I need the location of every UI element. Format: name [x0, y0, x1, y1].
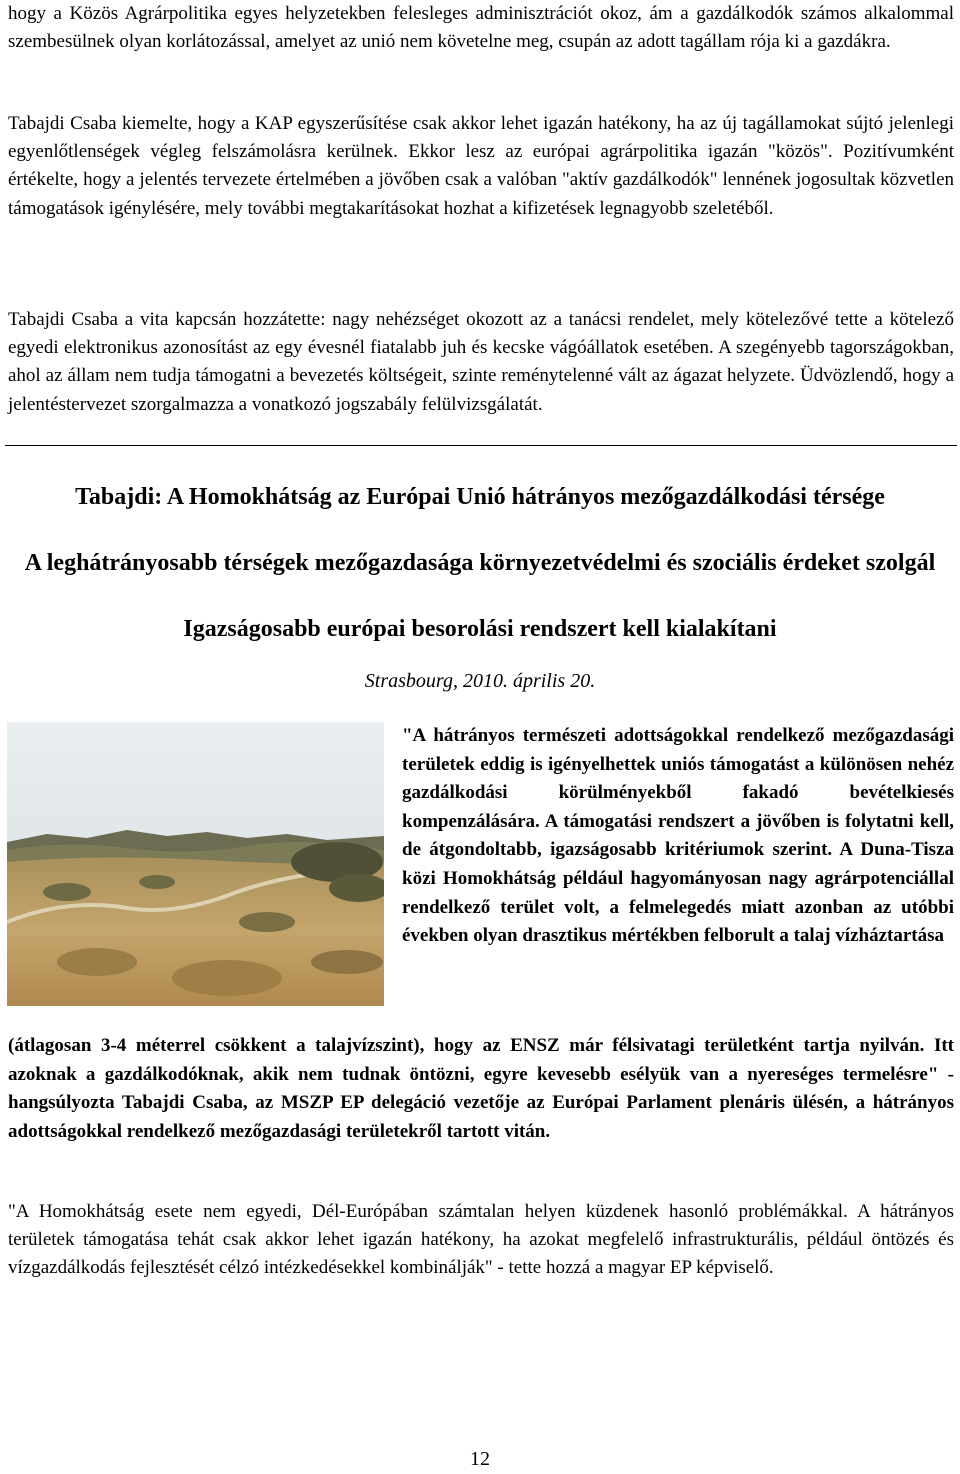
dateline: Strasbourg, 2010. április 20.: [364, 670, 596, 692]
paragraph-kap-administration: hogy a Közös Agrárpolitika egyes helyzetekben felesleges adminisztrációt okoz, ám a gazdálkodók számos alkalommal szembesülnek olyan korlátozással, amelyet az unió nem követelne meg, csupán az adott tagállam rója ki a gazdákra.: [8, 3, 954, 53]
article-subtitle-2: Igazságosabb európai besorolási rendszert kell kialakítani: [183, 616, 777, 642]
article-subtitle: A leghátrányosabb térségek mezőgazdasága környezetvédelmi és szociális érdeket szolgál: [24, 550, 936, 576]
lead-paragraph-right: "A hátrányos természeti adottságokkal rendelkező mezőgazdasági területek eddig is igényelhettek uniós támogatást a különösen nehéz gazdálkodási körülményekből fakadó bevételkiesés kompenzálására. A támogatási rendszert a jövőben is folytatni kell, de átgondoltabb, igazságosabb kritériumok szerint. A Duna-Tisza közi Homokhátság például hagyományosan nagy agrárpotenciállal rendelkező terület volt, a felmelegedés miatt azonban az utóbbi években olyan drasztikus mértékben felborult a talaj vízháztartása: [402, 725, 954, 947]
homokhatsag-landscape-photo: [7, 722, 384, 1006]
article-title: Tabajdi: A Homokhátság az Európai Unió hátrányos mezőgazdálkodási térsége: [75, 484, 885, 510]
section-divider: [5, 445, 957, 446]
page-number: 12: [470, 1448, 490, 1470]
lead-paragraph-continued: (átlagosan 3-4 méterrel csökkent a talajvízszint), hogy az ENSZ már félsivatagi területként tartja nyilván. Itt azoknak a gazdálkodóknak, akik nem tudnak öntözni, egyre kevesebb esélyük van a nyereséges termelésre" - hangsúlyozta Tabajdi Csaba, az MSZP EP delegáció vezetője az Európai Parlament plenáris ülésén, a hátrányos adottságokkal rendelkező mezőgazdasági területekről tartott vitán.: [8, 1035, 954, 1142]
paragraph-southern-europe: "A Homokhátság esete nem egyedi, Dél-Európában számtalan helyen küzdenek hasonló problémákkal. A hátrányos területek támogatása tehát csak akkor lehet igazán hatékony, ha azokat megfelelő infrastrukturális, például öntözés és vízgazdálkodás fejlesztését célzó intézkedésekkel kombinálják" - tette hozzá a magyar EP képviselő.: [8, 1201, 954, 1279]
paragraph-kap-simplification: Tabajdi Csaba kiemelte, hogy a KAP egyszerűsítése csak akkor lehet igazán hatékony, ha az új tagállamokat sújtó jelenlegi egyenlőtlenségek végleg felszámolásra kerülnek. Ekkor lesz az európai agrárpolitika igazán "közös". Pozitívumként értékelte, hogy a jelentés tervezete értelmében a jövőben csak a valóban "aktív gazdálkodók" lennének jogosultak közvetlen támogatások igénylésére, mely további megtakarításokat hozhat a kifizetések legnagyobb szeletéből.: [8, 113, 954, 219]
paragraph-electronic-id: Tabajdi Csaba a vita kapcsán hozzátette: nagy nehézséget okozott az a tanácsi rendelet, mely kötelezővé tette a kötelező egyedi elektronikus azonosítást az egy évesnél fiatalabb juh és kecske vágóállatok esetében. A szegényebb tagországokban, ahol az állam nem tudja támogatni a bevezetés költségeit, szinte reménytelenné vált az ágazat helyzete. Üdvözlendő, hogy a jelentéstervezet szorgalmazza a vonatkozó jogszabály felülvizsgálatát.: [8, 309, 954, 415]
